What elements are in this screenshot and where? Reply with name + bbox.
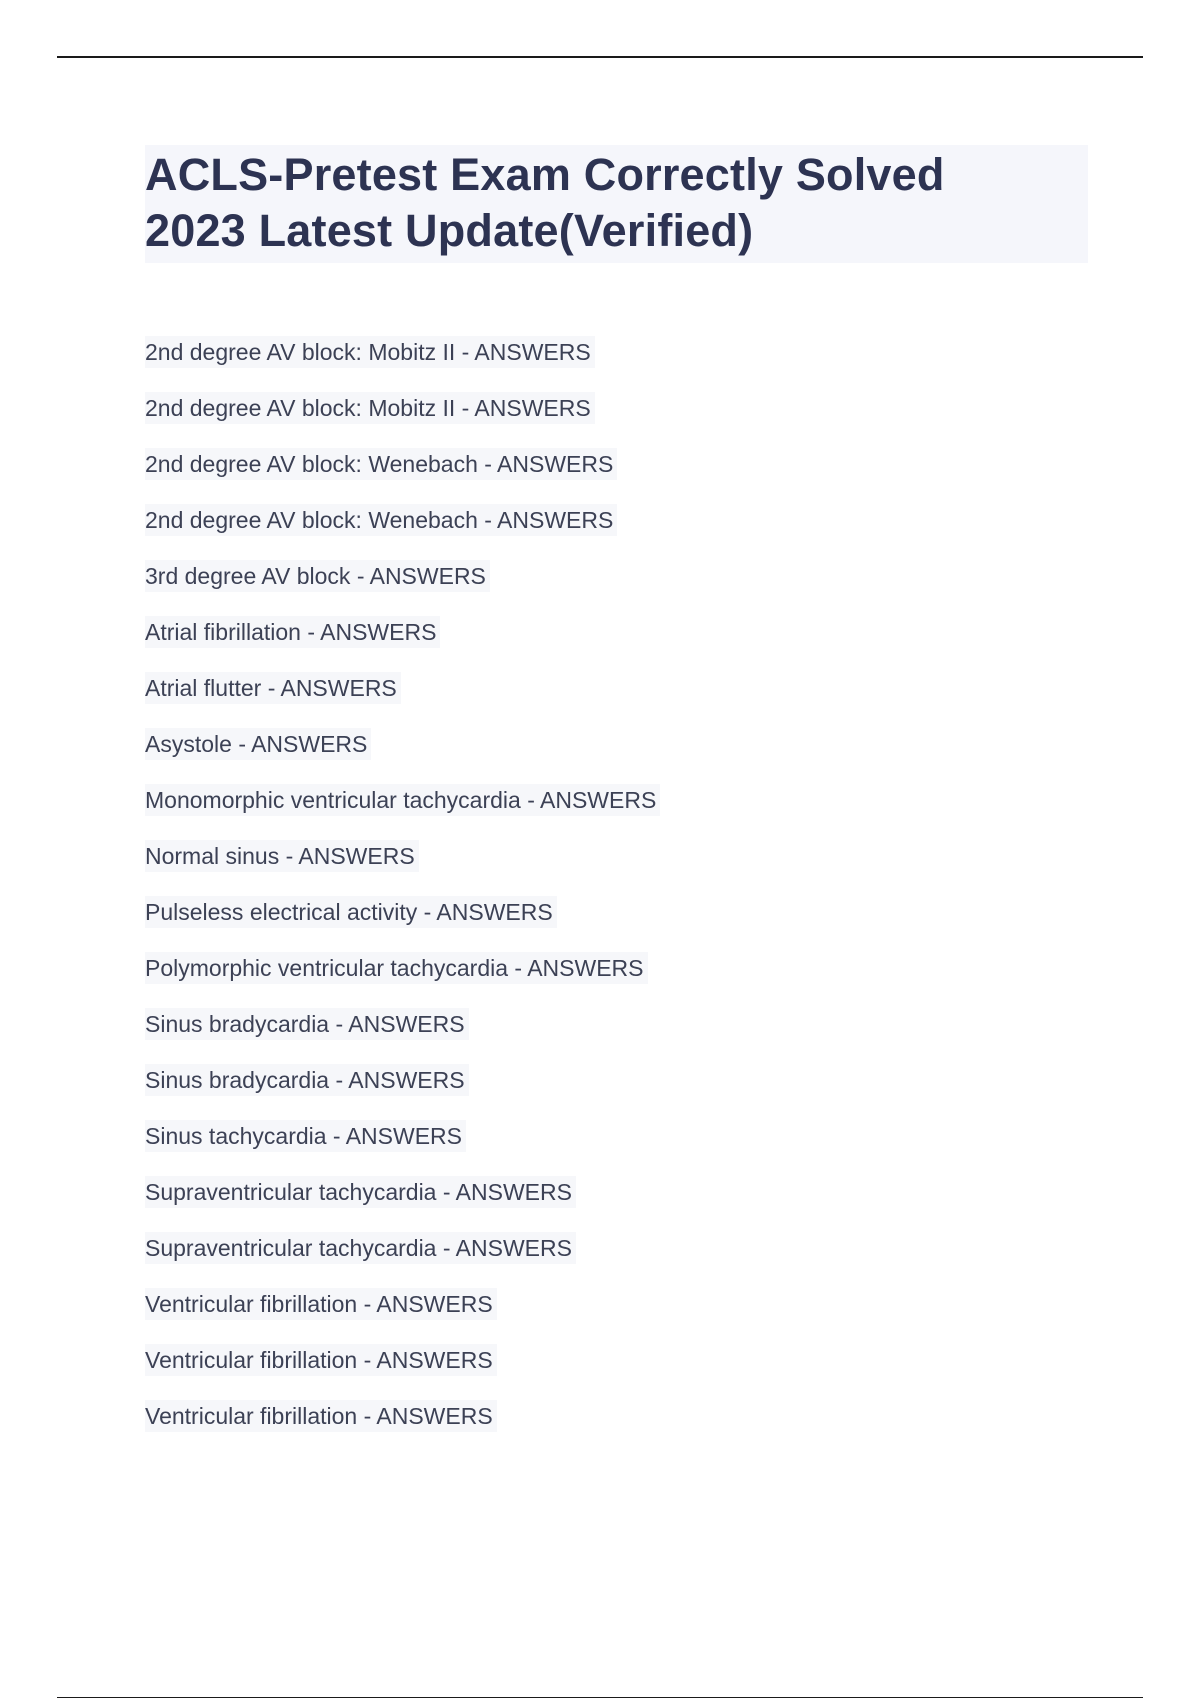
- top-rule: [57, 56, 1143, 58]
- list-item-text: Supraventricular tachycardia - ANSWERS: [145, 1232, 576, 1264]
- list-item: [145, 672, 660, 728]
- list-item: [145, 728, 660, 784]
- list-item-text: Normal sinus - ANSWERS: [145, 840, 419, 872]
- answer-list: [145, 336, 660, 1456]
- list-item: [145, 1120, 660, 1176]
- list-item: [145, 504, 660, 560]
- list-item-text: Sinus bradycardia - ANSWERS: [145, 1064, 469, 1096]
- list-item: [145, 952, 660, 1008]
- list-item: [145, 392, 660, 448]
- title-line-1: ACLS-Pretest Exam Correctly Solved: [145, 149, 945, 200]
- list-item-text: Asystole - ANSWERS: [145, 728, 371, 760]
- list-item-text: Atrial flutter - ANSWERS: [145, 672, 401, 704]
- list-item-text: 2nd degree AV block: Mobitz II - ANSWERS: [145, 336, 595, 368]
- list-item: [145, 1344, 660, 1400]
- list-item: [145, 1176, 660, 1232]
- list-item: [145, 448, 660, 504]
- list-item: [145, 1232, 660, 1288]
- list-item-text: Atrial fibrillation - ANSWERS: [145, 616, 440, 648]
- list-item: [145, 840, 660, 896]
- list-item-text: 2nd degree AV block: Wenebach - ANSWERS: [145, 504, 617, 536]
- list-item-text: 3rd degree AV block - ANSWERS: [145, 560, 490, 592]
- list-item-text: Polymorphic ventricular tachycardia - ANSWERS: [145, 952, 648, 984]
- list-item: [145, 1400, 660, 1456]
- list-item: [145, 1064, 660, 1120]
- page-title: [145, 145, 1088, 263]
- bottom-rule: [57, 1697, 1143, 1698]
- list-item-text: Ventricular fibrillation - ANSWERS: [145, 1400, 497, 1432]
- list-item-text: Supraventricular tachycardia - ANSWERS: [145, 1176, 576, 1208]
- list-item: [145, 336, 660, 392]
- list-item-text: Pulseless electrical activity - ANSWERS: [145, 896, 557, 928]
- list-item: [145, 896, 660, 952]
- title-line-2: 2023 Latest Update(Verified): [145, 205, 754, 256]
- list-item-text: 2nd degree AV block: Wenebach - ANSWERS: [145, 448, 617, 480]
- list-item-text: Sinus bradycardia - ANSWERS: [145, 1008, 469, 1040]
- list-item-text: Monomorphic ventricular tachycardia - ANSWERS: [145, 784, 660, 816]
- list-item: [145, 1008, 660, 1064]
- list-item-text: 2nd degree AV block: Mobitz II - ANSWERS: [145, 392, 595, 424]
- list-item: [145, 1288, 660, 1344]
- list-item: [145, 616, 660, 672]
- list-item: [145, 784, 660, 840]
- list-item-text: Ventricular fibrillation - ANSWERS: [145, 1344, 497, 1376]
- list-item-text: Ventricular fibrillation - ANSWERS: [145, 1288, 497, 1320]
- list-item-text: Sinus tachycardia - ANSWERS: [145, 1120, 466, 1152]
- list-item: [145, 560, 660, 616]
